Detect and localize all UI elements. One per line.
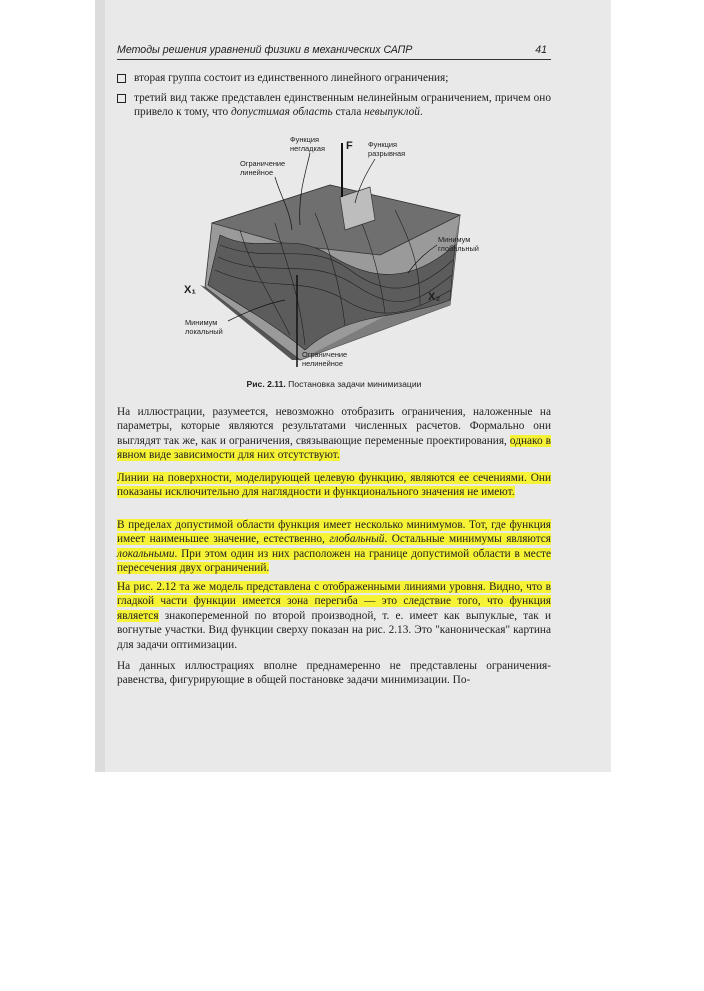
paragraph-4 <box>117 580 551 652</box>
label-function-discontinuous: Функция разрывная <box>368 140 406 158</box>
header-rule <box>117 59 551 60</box>
bullet-text: вторая группа состоит из единственного линейного ограничения; <box>134 72 449 84</box>
axis-x2-label: X₂ <box>428 291 441 303</box>
highlighted-text: На рис. 2.12 та же модель представлена с отображенными линиями уровня. Видно, что в гладкой части функции имеется зона перегиба — это следствие того, что функция является <box>117 581 551 622</box>
highlighted-text: однако в явном виде зависимости для них отсутствуют. <box>117 434 551 462</box>
caption-prefix: Рис. 2.11. <box>246 379 286 389</box>
highlighted-text: Линии на поверхности, моделирующей целевую функцию, являются ее сечениями. Они показаны исключительно для наглядности и функционального значения не имеют. <box>117 472 551 499</box>
bullet-item-2 <box>117 92 551 119</box>
caption-text: Постановка задачи минимизации <box>285 379 422 389</box>
bullet-text-part: стала <box>332 105 365 118</box>
paragraph-1 <box>117 405 551 463</box>
surface-plot-illustration <box>180 135 510 375</box>
page-number: 41 <box>535 44 547 56</box>
bullet-text-part: . <box>419 105 423 118</box>
label-function-nonsmooth: Функция негладкая <box>290 135 325 153</box>
label-constraint-nonlinear: Ограничение нелинейное <box>302 350 348 368</box>
bullet-text-part: третий вид также представлен единственным нелинейным ограничением, причем оно привело к тому, что <box>134 92 551 118</box>
paragraph-5 <box>117 659 551 688</box>
bullet-item-1 <box>117 72 551 86</box>
bullet-text <box>117 92 551 119</box>
paragraph-text: На данных иллюстрациях вполне преднамеренно не представлены ограничения-равенства, фигурирующие в общей постановке задачи минимизации. По- <box>117 660 551 687</box>
running-title: Методы решения уравнений физики в механических САПР <box>117 44 413 56</box>
paragraph-2 <box>117 471 551 500</box>
bullet-italic-term: невыпуклой <box>364 105 420 118</box>
checkbox-bullet-icon <box>117 74 126 83</box>
label-local-minimum: Минимум локальный <box>185 318 223 336</box>
label-constraint-linear: Ограничение линейное <box>240 159 286 177</box>
paragraph-3 <box>117 518 551 576</box>
label-global-minimum: Минимум глобальный <box>438 235 479 253</box>
paragraph-text: На иллюстрации, разумеется, невозможно отобразить ограничения, наложенные на параметры, которые являются результатами численных расчетов. Формально они выглядят так же, как и ограничения, связывающие переменные проектирования, <box>117 406 551 447</box>
figure-caption <box>117 379 551 389</box>
axis-f-label: F <box>346 140 353 152</box>
figure-minimization-surface <box>180 135 510 375</box>
bullet-italic-term: допустимая область <box>230 105 333 118</box>
scan-shadow-edge <box>95 0 105 772</box>
highlighted-text: В пределах допустимой области функция имеет несколько минимумов. Тот, где функция имеет наименьшее значение, естественно, глобальный. Остальные минимумы являются локальными. При этом один из них расположен на границе допустимой области в месте пересечения двух ограничений. <box>117 519 551 575</box>
paragraph-text: знакопеременной по второй производной, т. е. имеет как выпуклые, так и вогнутые участки. Вид функции сверху показан на рис. 2.13. Это "каноническая" картина для задачи оптимизации. <box>117 609 551 651</box>
page-header <box>117 44 551 60</box>
checkbox-bullet-icon <box>117 94 126 103</box>
axis-x1-label: X₁ <box>184 284 196 296</box>
